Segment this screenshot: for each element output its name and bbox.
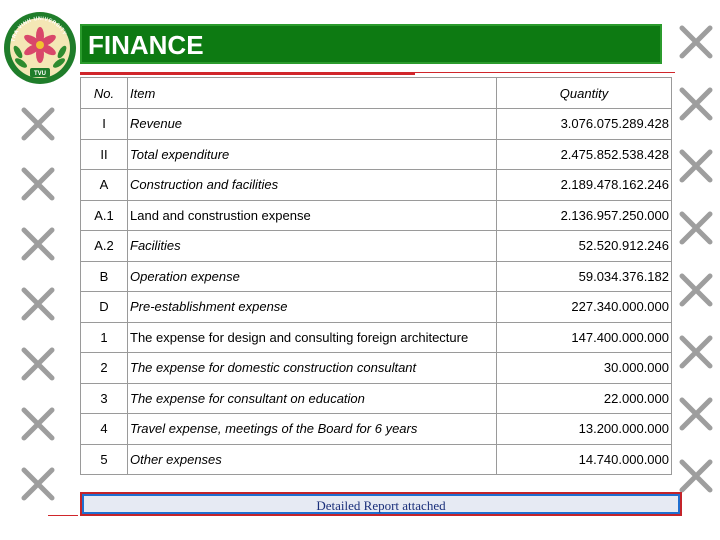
x-tile-icon — [14, 460, 62, 508]
x-tile-icon — [14, 160, 62, 208]
row-item: Facilities — [128, 231, 497, 262]
row-quantity: 14.740.000.000 — [497, 444, 672, 475]
row-quantity: 3.076.075.289.428 — [497, 109, 672, 140]
table-row — [81, 231, 672, 262]
row-item: The expense for consultant on education — [128, 383, 497, 414]
header-no: No. — [81, 78, 128, 109]
row-no: 3 — [81, 383, 128, 414]
accent-divider-thin — [415, 72, 675, 73]
row-item: Pre-establishment expense — [128, 292, 497, 323]
row-item: Construction and facilities — [128, 170, 497, 201]
logo-badge-text: TVU — [34, 71, 46, 77]
x-tile-icon — [672, 142, 720, 190]
row-item: Other expenses — [128, 444, 497, 475]
x-tile-icon — [672, 80, 720, 128]
x-tile-icon — [672, 204, 720, 252]
table-row — [81, 292, 672, 323]
row-quantity: 13.200.000.000 — [497, 414, 672, 445]
header-quantity: Quantity — [497, 78, 672, 109]
row-no: 4 — [81, 414, 128, 445]
x-tile-icon — [672, 390, 720, 438]
row-no: 2 — [81, 353, 128, 384]
university-logo — [0, 0, 80, 92]
table-row — [81, 200, 672, 231]
row-quantity: 227.340.000.000 — [497, 292, 672, 323]
x-tile-icon — [14, 340, 62, 388]
x-tile-icon — [14, 100, 62, 148]
logo-arc-text: TRA VINH UNIVERSITY — [10, 15, 68, 43]
row-item: Land and construstion expense — [128, 200, 497, 231]
accent-divider — [80, 72, 415, 75]
table-row — [81, 322, 672, 353]
table-row — [81, 170, 672, 201]
table-row — [81, 414, 672, 445]
page-title: FINANCE — [88, 30, 204, 60]
row-no: B — [81, 261, 128, 292]
table-row — [81, 383, 672, 414]
row-no: A.1 — [81, 200, 128, 231]
row-no: I — [81, 109, 128, 140]
row-no: A.2 — [81, 231, 128, 262]
row-quantity: 22.000.000 — [497, 383, 672, 414]
bottom-divider — [48, 515, 78, 516]
row-no: 1 — [81, 322, 128, 353]
table-row — [81, 109, 672, 140]
row-item: Revenue — [128, 109, 497, 140]
x-tile-icon — [672, 328, 720, 376]
row-no: 5 — [81, 444, 128, 475]
row-item: Total expenditure — [128, 139, 497, 170]
x-tile-icon — [672, 18, 720, 66]
row-no: A — [81, 170, 128, 201]
row-item: Operation expense — [128, 261, 497, 292]
x-tile-icon — [672, 266, 720, 314]
row-no: D — [81, 292, 128, 323]
row-item: The expense for design and consulting foreign architecture — [128, 322, 497, 353]
table-row — [81, 139, 672, 170]
row-quantity: 59.034.376.182 — [497, 261, 672, 292]
row-no: II — [81, 139, 128, 170]
x-tile-icon — [14, 280, 62, 328]
row-quantity: 147.400.000.000 — [497, 322, 672, 353]
row-item: The expense for domestic construction consultant — [128, 353, 497, 384]
row-quantity: 2.189.478.162.246 — [497, 170, 672, 201]
university-seal-icon — [0, 0, 80, 92]
x-tile-icon — [14, 220, 62, 268]
row-quantity: 2.136.957.250.000 — [497, 200, 672, 231]
row-quantity: 52.520.912.246 — [497, 231, 672, 262]
table-header-row — [81, 78, 672, 109]
table-row — [81, 353, 672, 384]
row-quantity: 30.000.000 — [497, 353, 672, 384]
finance-table — [80, 77, 672, 475]
table-row — [81, 444, 672, 475]
title-bar — [80, 24, 662, 64]
table-row — [81, 261, 672, 292]
row-item: Travel expense, meetings of the Board for 6 years — [128, 414, 497, 445]
detailed-report-label[interactable]: Detailed Report attached — [84, 496, 678, 512]
detailed-report-link[interactable] — [80, 492, 682, 516]
x-tile-icon — [14, 400, 62, 448]
header-item: Item — [128, 78, 497, 109]
row-quantity: 2.475.852.538.428 — [497, 139, 672, 170]
